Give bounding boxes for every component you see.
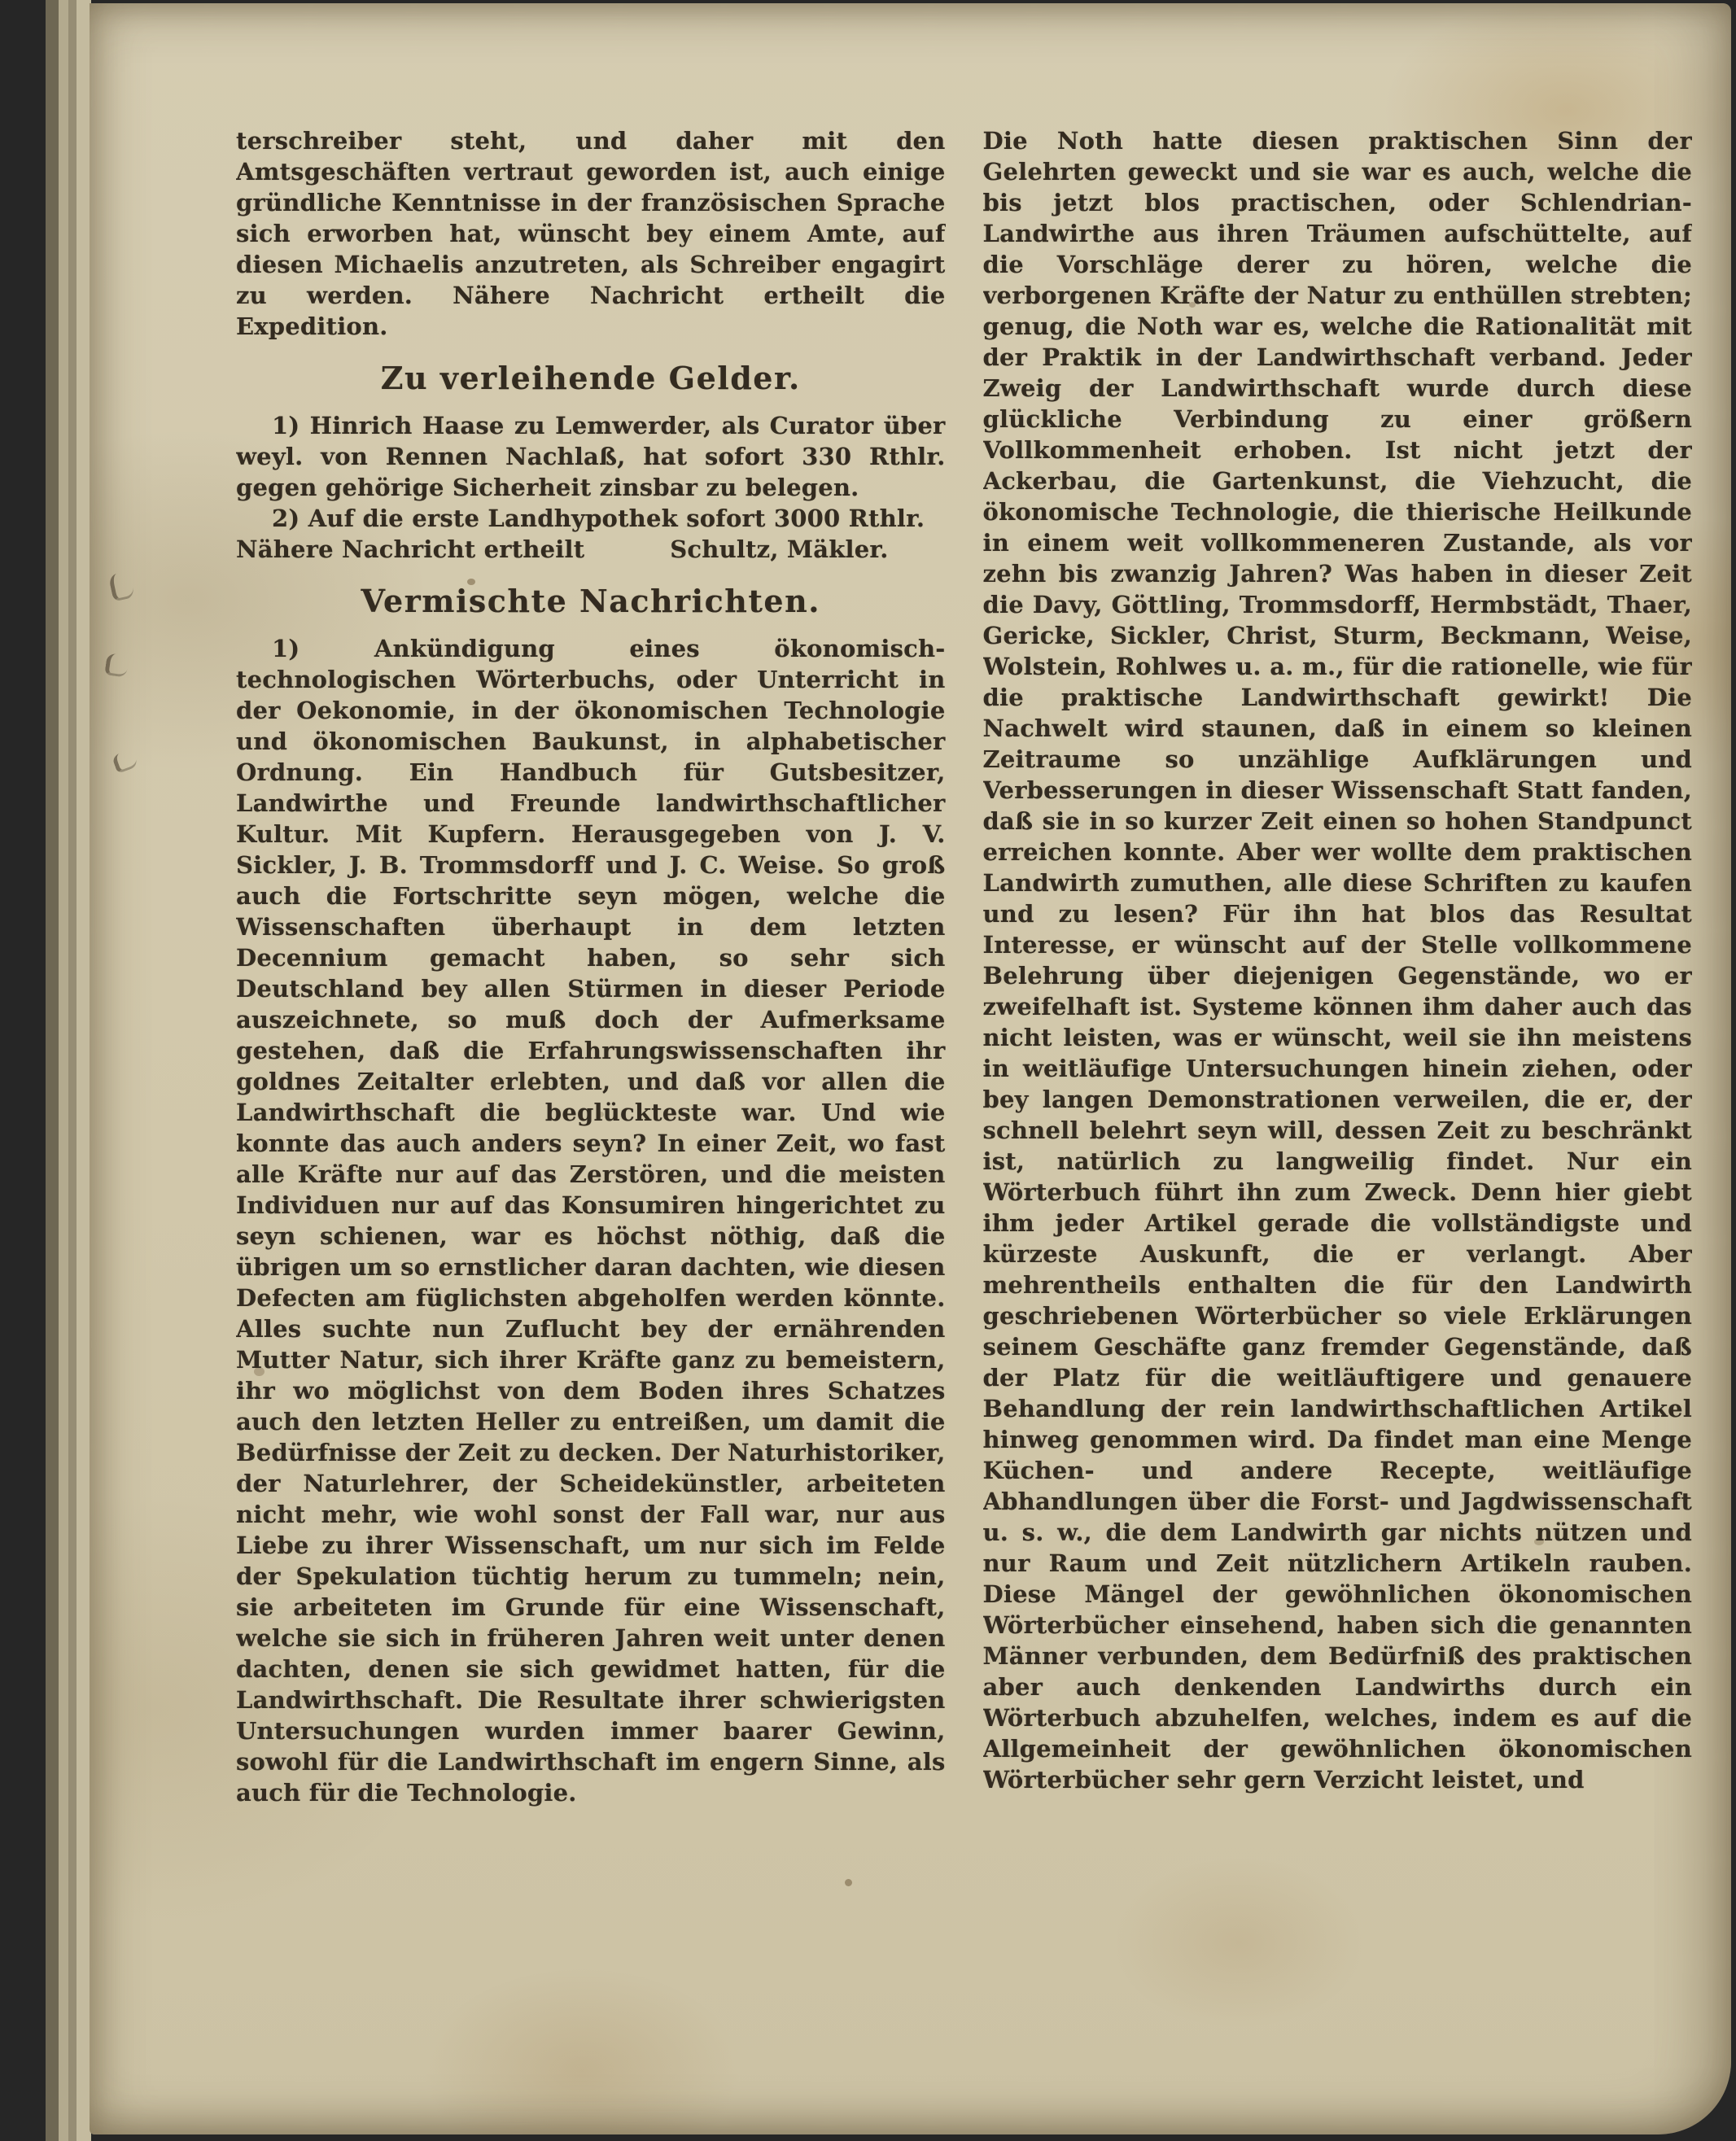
section-heading-gelder: Zu verleihende Gelder.: [380, 360, 801, 396]
margin-ink-mark: [108, 571, 135, 602]
page-content: [236, 125, 1692, 2012]
book-page-edge: [59, 0, 68, 2141]
right-column: [983, 125, 1693, 2012]
book-binding-edge: [46, 0, 59, 2141]
gelder-item-2-signature-line: [236, 534, 946, 565]
signature-text: Schultz, Mäkler.: [670, 535, 889, 563]
gelder-item-2: 2) Auf die erste Landhypothek sofort 3000 Rthlr.: [272, 505, 925, 532]
margin-ink-mark: [104, 653, 129, 677]
left-column: [236, 125, 946, 2012]
right-column-article: Die Noth hatte diesen praktischen Sinn der Gelehrten geweckt und sie war es auch, welche die bis jetzt blos practischen, oder Schlendrian-Landwirthe aus ihren Träumen aufschüttelte, auf die Vorschläge derer zu hören, welche die verborgenen Kräfte der Natur zu enthüllen strebten; genug, die Noth war es, welche die Rationalität mit der Praktik in der Landwirthschaft verband. Jeder Zweig der Landwirthschaft wurde durch diese glückliche Verbindung zu einer größern Vollkommenheit erhoben. Ist nicht jetzt der Ackerbau, die Gartenkunst, die Viehzucht, die ökonomische Technologie, die thierische Heilkunde in einem weit vollkommeneren Zustande, als vor zehn bis zwanzig Jahren? Was haben in dieser Zeit die Davy, Göttling, Trommsdorff, Hermbstädt, Thaer, Gericke, Sickler, Christ, Sturm, Beckmann, Weise, Wolstein, Rohlwes u. a. m., für die rationelle, wie für die praktische Landwirthschaft gewirkt! Die Nachwelt wird staunen, daß in einem so kleinen Zeitraume so unzählige Aufklärungen und Verbesserungen in dieser Wissenschaft Statt fanden, daß sie in so kurzer Zeit einen so hohen Standpunct erreichen konnte. Aber wer wollte dem praktischen Landwirth zumuthen, alle diese Schriften zu kaufen und zu lesen? Für ihn hat blos das Resultat Interesse, er wünscht auf der Stelle vollkommene Belehrung über diejenigen Gegenstände, wo er zweifelhaft ist. Systeme können ihm daher auch das nicht leisten, was er wünscht, weil sie ihn meistens in weitläufige Untersuchungen hinein ziehen, oder bey langen Demonstrationen verweilen, die er, der schnell belehrt seyn will, dessen Zeit zu beschränkt ist, natürlich zu langweilig findet. Nur ein Wörterbuch führt ihn zum Zweck. Denn hier giebt ihm jeder Artikel gerade die vollständigste und kürzeste Auskunft, die er verlangt. Aber mehrentheils enthalten die für den Landwirth geschriebenen Wörterbücher so viele Erklärungen seinem Geschäfte ganz fremder Gegenstände, daß der Platz für die weitläuftigere und genauere Behandlung der rein landwirthschaftlichen Artikel hinweg genommen wird. Da findet man eine Menge Küchen- und andere Recepte, weitläufige Abhandlungen über die Forst- und Jagdwissenschaft u. s. w., die dem Landwirth gar nichts nützen und nur Raum und Zeit nützlichern Artikeln rauben. Diese Mängel der gewöhnlichen ökonomischen Wörterbücher einsehend, haben sich die genannten Männer verbunden, dem Bedürfniß des praktischen aber auch denkenden Landwirths durch ein Wörterbuch abzuhelfen, welches, indem es auf die Allgemeinheit der gewöhnlichen ökonomischen Wörterbücher sehr gern Verzicht leistet, und: [982, 127, 1692, 1794]
contact-text: Nähere Nachricht ertheilt: [236, 535, 585, 563]
paper-page: [90, 3, 1731, 2134]
gelder-item-1: 1) Hinrich Haase zu Lemwerder, als Curator über weyl. von Rennen Nachlaß, hat sofort 330 Rthlr. gegen gehörige Sicherheit zinsbar zu belegen.: [236, 412, 946, 501]
continuation-paragraph: terschreiber steht, und daher mit den Amtsgeschäften vertraut geworden ist, auch einige gründliche Kenntnisse in der französischen Sprache sich erworben hat, wünscht bey einem Amte, auf diesen Michaelis anzutreten, als Schreiber engagirt zu werden. Nähere Nachricht ertheilt die Expedition.: [236, 127, 946, 340]
vermischte-article: 1) Ankündigung eines ökonomisch-technologischen Wörterbuchs, oder Unterricht in der Oekonomie, in der ökonomischen Technologie und ökonomischen Baukunst, in alphabetischer Ordnung. Ein Handbuch für Gutsbesitzer, Landwirthe und Freunde landwirthschaftlicher Kultur. Mit Kupfern. Herausgegeben von J. V. Sickler, J. B. Trommsdorff und J. C. Weise. So groß auch die Fortschritte seyn mögen, welche die Wissenschaften überhaupt in dem letzten Decennium gemacht haben, so sehr sich Deutschland bey allen Stürmen in dieser Periode auszeichnete, so muß doch der Aufmerksame gestehen, daß die Erfahrungswissenschaften ihr goldnes Zeitalter erlebten, und daß vor allen die Landwirthschaft die beglückteste war. Und wie konnte das auch anders seyn? In einer Zeit, wo fast alle Kräfte nur auf das Zerstören, und die meisten Individuen nur auf das Konsumiren hingerichtet zu seyn schienen, war es höchst nöthig, daß die übrigen um so ernstlicher daran dachten, wie diesen Defecten am füglichsten abgeholfen werden könnte. Alles suchte nun Zuflucht bey der ernährenden Mutter Natur, sich ihrer Kräfte ganz zu bemeistern, ihr wo möglichst von dem Boden ihres Schatzes auch den letzten Heller zu entreißen, um damit die Bedürfnisse der Zeit zu decken. Der Naturhistoriker, der Naturlehrer, der Scheidekünstler, arbeiteten nicht mehr, wie wohl sonst der Fall war, nur aus Liebe zu ihrer Wissenschaft, um nur sich im Felde der Spekulation tüchtig herum zu tummeln; nein, sie arbeiteten im Grunde für eine Wissenschaft, welche sie sich in früheren Jahren weit unter denen dachten, denen sie sich gewidmet hatten, für die Landwirthschaft. Die Resultate ihrer schwierigsten Untersuchungen wurden immer baarer Gewinn, sowohl für die Landwirthschaft im engern Sinne, als auch für die Technologie.: [236, 635, 946, 1807]
margin-ink-mark: [112, 749, 138, 774]
book-page-edge: [68, 0, 77, 2141]
section-heading-vermischte: Vermischte Nachrichten.: [361, 583, 820, 619]
